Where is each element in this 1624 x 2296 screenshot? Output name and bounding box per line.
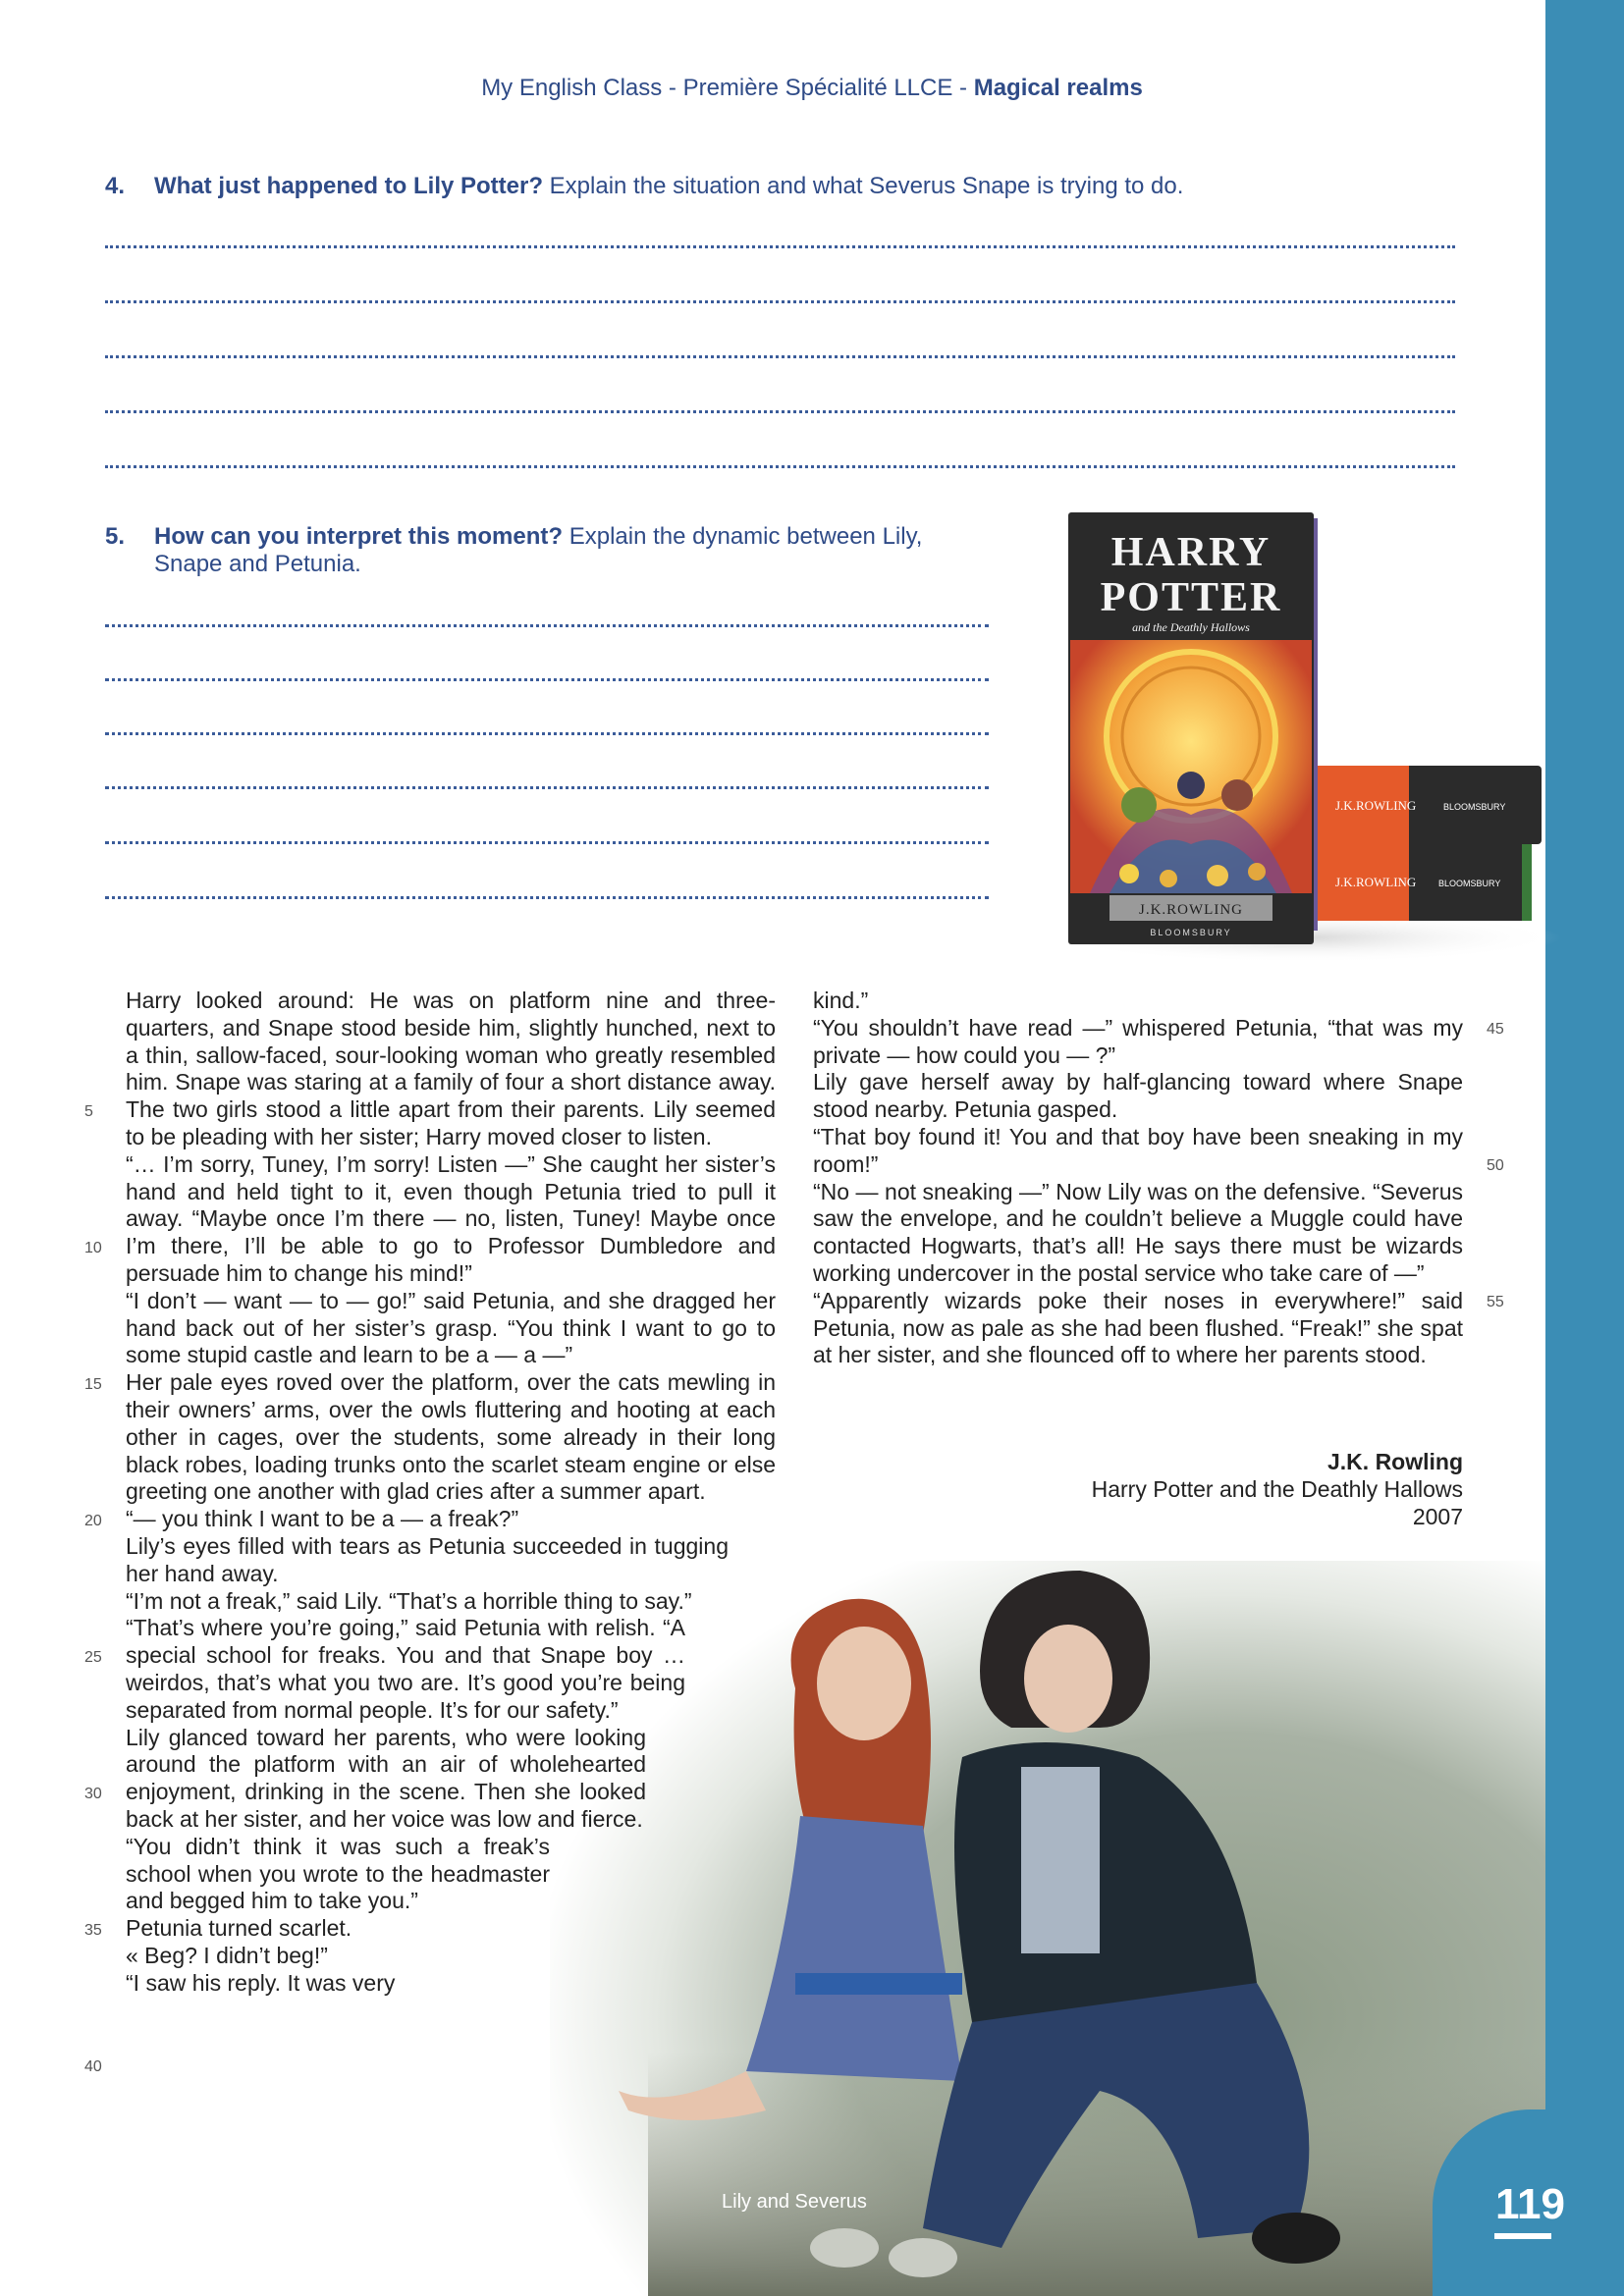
story-right-column <box>813 988 1463 1369</box>
answer-line-q5-3[interactable] <box>105 732 989 735</box>
question-5-bold: How can you interpret this moment? <box>154 523 564 550</box>
story-paragraph: “That boy found it! You and that boy have been sneaking in my room!” <box>813 1123 1463 1177</box>
question-5-number: 5. <box>105 523 126 550</box>
answer-line-q5-6[interactable] <box>105 896 989 899</box>
line-number: 40 <box>84 2058 102 2075</box>
question-4-rest: Explain the situation and what Severus Snape is trying to do. <box>543 173 1184 199</box>
answer-line-q4-3[interactable] <box>105 355 1455 358</box>
story-paragraph: Harry looked around: He was on platform nine and three-quarters, and Snape stood beside him, slightly hunched, next to a thin, sallow-faced, sour-looking woman who greatly resembled him. Snape was staring at a family of four a short distance away. The two girls stood a little apart from their parents. Lily seemed to be pleading with her sister; Harry moved closer to listen. <box>126 988 776 1149</box>
line-number: 5 <box>84 1103 93 1120</box>
line-number: 45 <box>1487 1021 1504 1038</box>
line-number: 35 <box>84 1922 102 1939</box>
book-title-line1: HARRY <box>1110 530 1272 575</box>
credit-title: Harry Potter and the Deathly Hallows <box>1091 1475 1463 1502</box>
credit-author: J.K. Rowling <box>1327 1449 1463 1474</box>
story-paragraph: “I’m not a freak,” said Lily. “That’s a horrible thing to say.” <box>126 1587 692 1614</box>
answer-line-q4-2[interactable] <box>105 300 1455 303</box>
answer-line-q5-2[interactable] <box>105 678 989 681</box>
spine-publisher-1: BLOOMSBURY <box>1443 802 1506 812</box>
story-paragraph: “— you think I want to be a — a freak?” <box>126 1506 519 1532</box>
line-number: 15 <box>84 1376 102 1393</box>
answer-line-q5-4[interactable] <box>105 786 989 789</box>
line-number: 25 <box>84 1649 102 1666</box>
line-number: 50 <box>1487 1157 1504 1174</box>
question-5-text <box>154 523 989 578</box>
spine-author-2: J.K.ROWLING <box>1335 875 1417 889</box>
line-number: 30 <box>84 1786 102 1802</box>
answer-line-q5-1[interactable] <box>105 624 989 627</box>
spine-publisher-2: BLOOMSBURY <box>1438 879 1501 888</box>
book-subtitle: and the Deathly Hallows <box>1132 620 1250 634</box>
question-5-rest: Explain the dynamic between Lily, Snape and Petunia. <box>154 523 923 577</box>
story-paragraph: Lily’s eyes filled with tears as Petunia succeeded in tugging her hand away. <box>126 1532 729 1586</box>
book-title-line2: POTTER <box>1100 575 1282 620</box>
book-publisher: BLOOMSBURY <box>1150 928 1232 937</box>
story-paragraph: Her pale eyes roved over the platform, over the cats mewling in their owners’ arms, over the owls fluttering and hooting at each other in cages, over the students, some already in their long black robes, loading trunks onto the scarlet steam engine or else greeting one another with glad cries after a summer apart. <box>126 1369 776 1505</box>
question-4-number: 4. <box>105 173 126 199</box>
line-number: 20 <box>84 1513 102 1529</box>
story-paragraph: “… I’m sorry, Tuney, I’m sorry! Listen —” She caught her sister’s hand and held tight to it, even though Petunia tried to pull it away. “Maybe once I’m there — no, listen, Tuney! Maybe once I’m there, I’ll be able to go to Professor Dumbledore and persuade him to change his mind!” <box>126 1150 776 1286</box>
page-number: 119 <box>1495 2180 1565 2228</box>
story-paragraph: “That’s where you’re going,” said Petunia with relish. “A special school for freaks. You and that Snape boy … weirdos, that’s what you two are. It’s good you’re being separated from normal people. It’s for our safety.” <box>126 1615 685 1723</box>
answer-line-q4-4[interactable] <box>105 410 1455 413</box>
line-number: 10 <box>84 1240 102 1256</box>
question-4 <box>105 173 1480 202</box>
book-author: J.K.ROWLING <box>1139 902 1243 918</box>
story-paragraph: Lily gave herself away by half-glancing toward where Snape stood nearby. Petunia gasped. <box>813 1069 1463 1123</box>
story-paragraph: kind.” <box>813 988 869 1013</box>
answer-line-q5-5[interactable] <box>105 841 989 844</box>
side-color-bar <box>1545 0 1624 2296</box>
book-front <box>1068 512 1318 944</box>
story-paragraph: Lily glanced toward her parents, who were looking around the platform with an air of wholehearted enjoyment, drinking in the scene. Then she looked back at her sister, and her voice was low and fierce. <box>126 1724 646 1832</box>
credit-year: 2007 <box>1412 1503 1463 1529</box>
story-paragraph: Petunia turned scarlet. <box>126 1915 352 1942</box>
story-paragraph: “Apparently wizards poke their noses in everywhere!” said Petunia, now as pale as she had been flushed. “Freak!” she spat at her sister, and she flounced off to where her parents stood. <box>813 1287 1463 1368</box>
spine-author-1: J.K.ROWLING <box>1335 798 1417 813</box>
story-paragraph: “You didn’t think it was such a freak’s school when you wrote to the headmaster and begged him to take you.” <box>126 1833 550 1914</box>
story-paragraph: “No — not sneaking —” Now Lily was on the defensive. “Severus saw the envelope, and he couldn’t believe a Muggle could have contacted Hogwarts, that’s all! He says there must be wizards working undercover in the postal service who take care of —” <box>813 1178 1463 1286</box>
story-paragraph: « Beg? I didn’t beg!” <box>126 1942 328 1968</box>
answer-line-q4-5[interactable] <box>105 465 1455 468</box>
story-paragraph: “I don’t — want — to — go!” said Petunia, and she dragged her hand back out of her sister’s grasp. “You think I want to go to some stupid castle and learn to be a — a —” <box>126 1287 776 1368</box>
source-credit <box>884 1449 1463 1530</box>
story-paragraph: “You shouldn’t have read —” whispered Petunia, “that was my private — how could you — ?” <box>813 1014 1463 1068</box>
question-4-text <box>154 173 1183 200</box>
answer-line-q4-1[interactable] <box>105 245 1455 248</box>
line-number: 55 <box>1487 1294 1504 1310</box>
header-highlight: Magical realms <box>973 75 1143 101</box>
page-header <box>0 75 1624 102</box>
photo-caption: Lily and Severus <box>722 2191 867 2213</box>
book-cover-image <box>1051 491 1561 962</box>
question-5 <box>105 523 989 582</box>
page-number-underline <box>1494 2233 1551 2239</box>
story-left-column <box>126 988 776 1997</box>
question-4-bold: What just happened to Lily Potter? <box>154 173 543 199</box>
story-paragraph: “I saw his reply. It was very <box>126 1969 396 1996</box>
book-stack <box>1316 766 1542 921</box>
header-prefix: My English Class - Première Spécialité LLCE - <box>481 75 974 101</box>
